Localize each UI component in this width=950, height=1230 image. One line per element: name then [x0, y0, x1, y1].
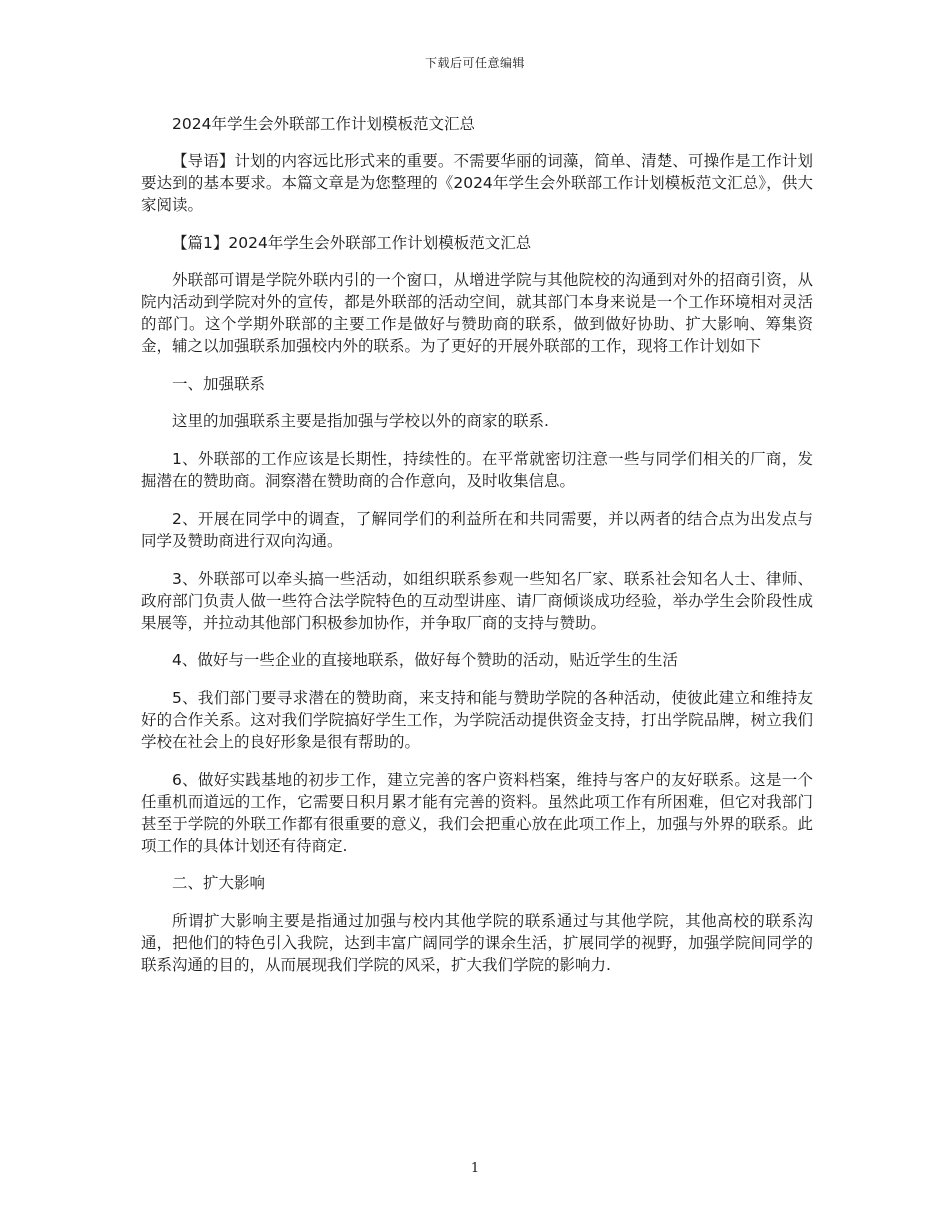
section-heading-part-1: 【篇1】2024年学生会外联部工作计划模板范文汇总 — [172, 234, 532, 252]
document-body — [141, 113, 813, 976]
section-heading-strengthen-contacts: 一、加强联系 — [172, 375, 266, 393]
list-item-6: 6、做好实践基地的初步工作，建立完善的客户资料档案，维持与客户的友好联系。这是一个任重机而道远的工作，它需要日积月累才能有完善的资料。虽然此项工作有所困难，但它对我部门甚至于学院的外联工作都有很重要的意义，我们会把重心放在此项工作上，加强与外界的联系。此项工作的具体计划还有待商定. — [141, 771, 813, 855]
list-item-1: 1、外联部的工作应该是长期性，持续性的。在平常就密切注意一些与同学们相关的厂商，发掘潜在的赞助商。洞察潜在赞助商的合作意向，及时收集信息。 — [141, 450, 813, 490]
body-paragraph: 这里的加强联系主要是指加强与学校以外的商家的联系. — [172, 412, 549, 430]
body-paragraph: 所谓扩大影响主要是指通过加强与校内其他学院的联系通过与其他学院，其他高校的联系沟通，把他们的特色引入我院，达到丰富广阔同学的课余生活，扩展同学的视野，加强学院间同学的联系沟通的目的，从而展现我们学院的风采，扩大我们学院的影响力. — [141, 912, 813, 974]
intro-paragraph: 【导语】计划的内容远比形式来的重要。不需要华丽的词藻，简单、清楚、可操作是工作计划要达到的基本要求。本篇文章是为您整理的《2024年学生会外联部工作计划模板范文汇总》，供大家阅读。 — [141, 152, 813, 214]
body-paragraph: 外联部可谓是学院外联内引的一个窗口，从增进学院与其他院校的沟通到对外的招商引资，从院内活动到学院对外的宣传，都是外联部的活动空间，就其部门本身来说是一个工作环境相对灵活的部门。这个学期外联部的主要工作是做好与赞助商的联系，做到做好协助、扩大影响、筹集资金，辅之以加强联系加强校内外的联系。为了更好的开展外联部的工作，现将工作计划如下 — [141, 271, 813, 355]
list-item-5: 5、我们部门要寻求潜在的赞助商，来支持和能与赞助学院的各种活动，使彼此建立和维持友好的合作关系。这对我们学院搞好学生工作，为学院活动提供资金支持，打出学院品牌，树立我们学校在社会上的良好形象是很有帮助的。 — [141, 689, 813, 751]
list-item-4: 4、做好与一些企业的直接地联系，做好每个赞助的活动，贴近学生的生活 — [172, 651, 678, 669]
list-item-3: 3、外联部可以牵头搞一些活动，如组织联系参观一些知名厂家、联系社会知名人士、律师、政府部门负责人做一些符合法学院特色的互动型讲座、请厂商倾谈成功经验，举办学生会阶段性成果展等，并拉动其他部门积极参加协作，并争取厂商的支持与赞助。 — [141, 570, 813, 632]
document-title: 2024年学生会外联部工作计划模板范文汇总 — [172, 115, 475, 133]
section-heading-expand-influence: 二、扩大影响 — [172, 874, 266, 892]
page-header: 下载后可任意编辑 — [424, 56, 525, 70]
page-number: 1 — [470, 1161, 480, 1176]
list-item-2: 2、开展在同学中的调查，了解同学们的利益所在和共同需要，并以两者的结合点为出发点与同学及赞助商进行双向沟通。 — [141, 510, 813, 550]
